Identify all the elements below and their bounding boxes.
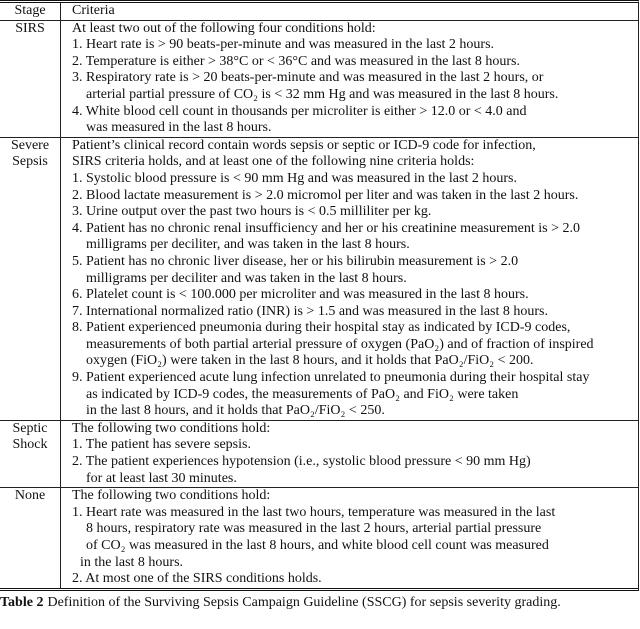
caption-label: Table 2: [0, 594, 44, 610]
criteria-item-line: 2. Blood lactate measurement is > 2.0 micromol per liter and was taken in the last 2 hours.: [72, 187, 579, 203]
table-body: [0, 21, 638, 591]
header-stage: Stage: [0, 3, 61, 20]
stage-label-line: SIRS: [15, 20, 45, 36]
criteria-item: [72, 370, 638, 420]
criteria-item-continuation: was measured in the last 8 hours.: [86, 120, 272, 136]
table-caption: [0, 594, 640, 611]
criteria-cell: [61, 21, 638, 137]
criteria-item: [72, 104, 638, 137]
stage-cell: [0, 488, 61, 588]
criteria-item-continuation: measurements of both partial arterial pressure of oxygen (PaO₂) and of fraction of inspired: [86, 336, 594, 352]
criteria-item: [72, 188, 638, 205]
criteria-item-line: 4. Patient has no chronic renal insufficiency and her or his creatinine measurement is > 2.0: [72, 220, 580, 236]
criteria-item-line: 3. Urine output over the past two hours is < 0.5 milliliter per kg.: [72, 204, 432, 220]
criteria-item-line: 1. The patient has severe sepsis.: [72, 437, 251, 453]
table-row: [0, 138, 638, 421]
criteria-item: [72, 437, 638, 454]
criteria-item-continuation: for at least last 30 minutes.: [86, 470, 237, 486]
table-header-row: [0, 3, 638, 21]
criteria-item-line: 2. At most one of the SIRS conditions holds.: [72, 571, 322, 587]
criteria-item-line: 9. Patient experienced acute lung infection unrelated to pneumonia during their hospital stay: [72, 370, 590, 386]
caption-text: Definition of the Surviving Sepsis Campaign Guideline (SSCG) for sepsis severity grading.: [47, 594, 561, 610]
criteria-item-continuation: in the last 8 hours, and it holds that PaO₂/FiO₂ < 250.: [86, 403, 385, 419]
criteria-item: [72, 70, 638, 103]
criteria-cell: [61, 138, 638, 420]
criteria-item-continuation: of CO₂ was measured in the last 8 hours, and white blood cell count was measured: [86, 538, 549, 553]
criteria-item: [72, 254, 638, 287]
criteria-item-continuation: arterial partial pressure of CO₂ is < 32 mm Hg and was measured in the last 8 hours.: [86, 86, 559, 102]
stage-cell: [0, 138, 61, 420]
stage-label-line: Shock: [12, 437, 48, 453]
criteria-item-continuation: milligrams per deciliter, and was taken in the last 8 hours.: [86, 237, 410, 253]
criteria-item-continuation: as indicated by ICD-9 codes, the measurements of PaO₂ and FiO₂ were taken: [86, 386, 519, 402]
criteria-intro-line: SIRS criteria holds, and at least one of the following nine criteria holds:: [72, 154, 475, 170]
stage-cell: [0, 21, 61, 137]
table-row: [0, 421, 638, 488]
criteria-item-continuation: oxygen (FiO₂) were taken in the last 8 hours, and it holds that PaO₂/FiO₂ < 200.: [86, 353, 534, 369]
stage-label-line: Severe: [10, 137, 50, 153]
criteria-item-continuation: in the last 8 hours.: [80, 554, 184, 570]
criteria-item-continuation: 8 hours, respiratory rate was measured in the last 2 hours, arterial partial pressure: [86, 521, 542, 537]
criteria-item: [72, 454, 638, 487]
stage-cell: [0, 421, 61, 487]
criteria-item: [72, 505, 638, 571]
criteria-item-line: 3. Respiratory rate is > 20 beats-per-minute and was measured in the last 2 hours, or: [72, 70, 544, 86]
stage-label-line: Sepsis: [12, 154, 48, 170]
criteria-item-line: 1. Systolic blood pressure is < 90 mm Hg and was measured in the last 2 hours.: [72, 170, 517, 186]
criteria-item-line: 1. Heart rate was measured in the last two hours, temperature was measured in the last: [72, 504, 556, 520]
criteria-intro-line: At least two out of the following four conditions hold:: [72, 20, 376, 36]
criteria-item: [72, 571, 638, 588]
table-row: [0, 488, 638, 591]
criteria-item: [72, 320, 638, 370]
criteria-item: [72, 287, 638, 304]
criteria-item: [72, 37, 638, 54]
stage-label-line: Septic: [12, 420, 48, 436]
criteria-item-continuation: milligrams per deciliter and was taken in the last 8 hours.: [86, 270, 407, 286]
criteria-item: [72, 204, 638, 221]
criteria-item-line: 7. International normalized ratio (INR) is > 1.5 and was measured in the last 8 hours.: [72, 303, 548, 319]
header-criteria: Criteria: [72, 3, 115, 18]
criteria-intro-line: Patient’s clinical record contain words sepsis or septic or ICD-9 code for infection,: [72, 137, 536, 153]
criteria-intro-line: The following two conditions hold:: [72, 488, 271, 504]
criteria-item: [72, 54, 638, 71]
criteria-item: [72, 171, 638, 188]
stage-label-line: None: [14, 488, 46, 504]
criteria-cell: [61, 488, 638, 588]
criteria-item-line: 4. White blood cell count in thousands per microliter is either > 12.0 or < 4.0 and: [72, 103, 527, 119]
criteria-item-line: 5. Patient has no chronic liver disease, her or his bilirubin measurement is > 2.0: [72, 253, 519, 269]
criteria-item: [72, 221, 638, 254]
criteria-item-line: 8. Patient experienced pneumonia during their hospital stay as indicated by ICD-9 codes,: [72, 320, 571, 336]
criteria-item-line: 2. The patient experiences hypotension (i.e., systolic blood pressure < 90 mm Hg): [72, 454, 531, 470]
criteria-cell: [61, 421, 638, 487]
criteria-item-line: 1. Heart rate is > 90 beats-per-minute and was measured in the last 2 hours.: [72, 37, 495, 53]
table-row: [0, 21, 638, 138]
criteria-intro-line: The following two conditions hold:: [72, 420, 271, 436]
criteria-item-line: 2. Temperature is either > 38°C or < 36°C and was measured in the last 8 hours.: [72, 53, 520, 69]
criteria-item: [72, 304, 638, 321]
criteria-item-line: 6. Platelet count is < 100.000 per microliter and was measured in the last 8 hours.: [72, 287, 529, 303]
